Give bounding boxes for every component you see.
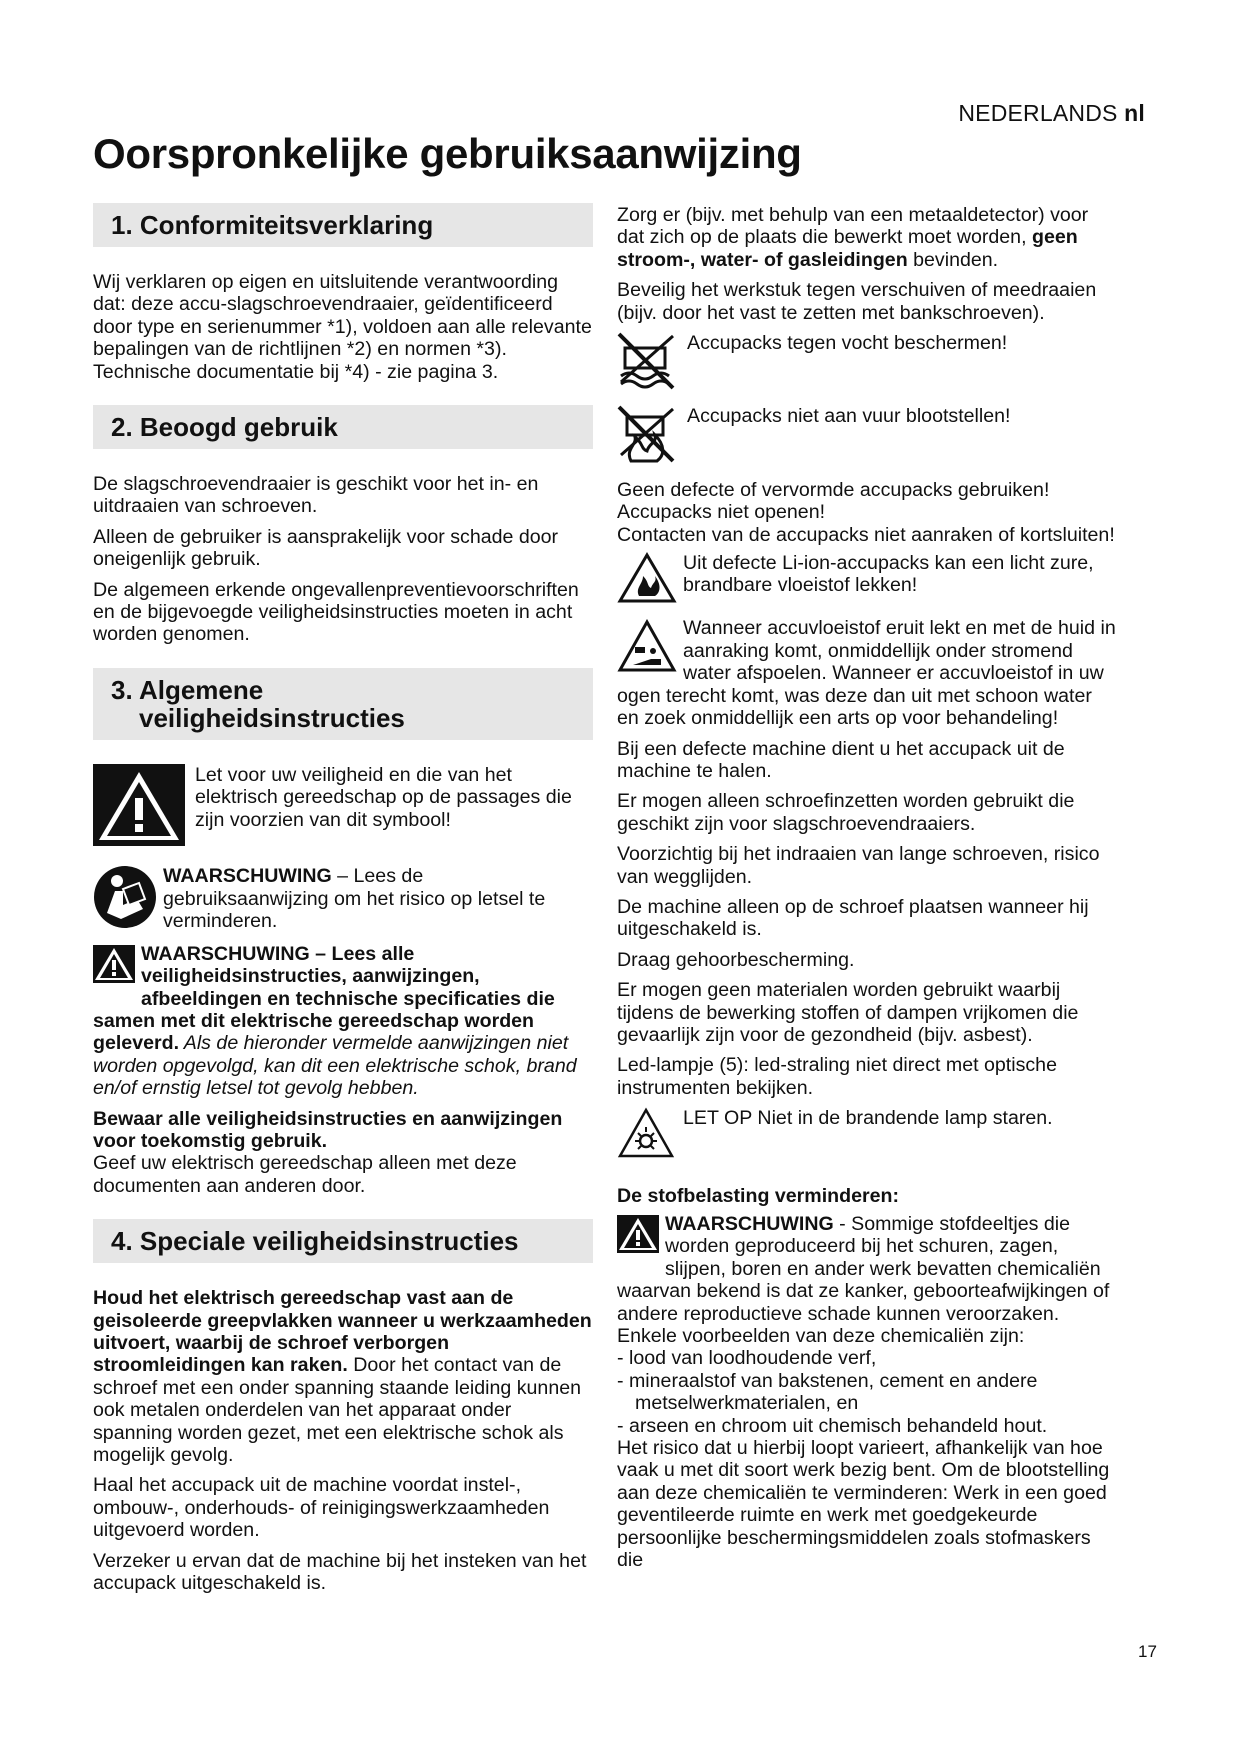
dust-warning-triangle-icon	[617, 1215, 659, 1258]
defect-line-1: Geen defecte of vervormde accupacks gebruiken!	[617, 478, 1050, 501]
detector-text: Zorg er (bijv. met behulp van een metaaldetector) voor dat zich op de plaats die bewerkt moet worden,	[617, 204, 1089, 249]
led-warning-icon	[617, 1107, 675, 1164]
corrosive-warning-icon	[617, 619, 677, 678]
detector-end: bevinden.	[907, 248, 999, 271]
pass-on-paragraph: Geef uw elektrisch gereedschap alleen met deze documenten aan anderen door.	[93, 1152, 517, 1197]
page-title: Oorspronkelijke gebruiksaanwijzing	[93, 130, 802, 177]
language-label	[958, 100, 1145, 127]
section-4-paragraph-1	[93, 1287, 593, 1466]
list-item: - arseen en chroom uit chemisch behandeld hout.	[617, 1414, 1048, 1437]
read-manual-icon	[93, 865, 157, 934]
led-paragraph: Led-lampje (5): led-straling niet direct met optische instrumenten bekijken.	[617, 1054, 1057, 1099]
read-manual-warning-label: WAARSCHUWING	[163, 865, 332, 888]
language-name: NEDERLANDS	[958, 100, 1118, 126]
hearing-paragraph: Draag gehoorbescherming.	[617, 948, 855, 971]
warning-triangle-small-icon	[93, 945, 135, 988]
general-warning-bold: WAARSCHUWING – Lees alle veiligheidsinstructies, aanwijzingen, afbeeldingen en technische specificaties die samen met dit elektrische gereedschap worden geleverd.	[93, 942, 555, 1055]
page-number: 17	[1138, 1642, 1157, 1661]
read-manual-warning-text: – Lees de gebruiksaanwijzing om het risico op letsel te verminderen.	[163, 865, 546, 933]
right-column	[617, 204, 1117, 1580]
section-2-paragraph-3: De algemeen erkende ongevallenpreventievoorschriften en de bijgevoegde veiligheidsinstructies moeten in acht worden genomen.	[93, 578, 579, 646]
general-warning-paragraph	[93, 943, 593, 1100]
moisture-note	[617, 332, 1117, 397]
left-column	[93, 203, 593, 1602]
read-manual-note	[93, 865, 593, 934]
defect-lines	[617, 479, 1117, 546]
read-manual-text	[163, 865, 593, 932]
section-2-paragraph-1: De slagschroevendraaier is geschikt voor het in- en uitdraaien van schroeven.	[93, 473, 539, 518]
list-item: - mineraalstof van bakstenen, cement en andere metselwerkmaterialen, en	[617, 1369, 1038, 1415]
defect-line-2: Accupacks niet openen!	[617, 501, 826, 524]
section-2-heading: 2. Beoogd gebruik	[93, 405, 593, 449]
section-4-paragraph-1-text: Door het contact van de schroef met een onder spanning staande leiding kunnen ook metalen onderdelen van het apparaat onder spanning worden gezet, met een elektrische schok als mogelijk gevolg.	[93, 1354, 582, 1466]
section-2-paragraph-2: Alleen de gebruiker is aansprakelijk voor schade door oneigenlijk gebruik.	[93, 525, 559, 571]
keep-instructions-paragraph	[93, 1108, 593, 1153]
section-3-heading-line-2: veiligheidsinstructies	[139, 702, 405, 733]
fire-text: Accupacks niet aan vuur blootstellen!	[687, 405, 1011, 428]
detector-bold: geen stroom-, water- of gasleidingen	[617, 226, 1078, 271]
materials-paragraph: Er mogen geen materialen worden gebruikt waarbij tijdens de bewerking stoffen of dampen vrijkomen die gevaarlijk zijn voor de gezondheid (bijv. asbest).	[617, 979, 1079, 1046]
detector-paragraph	[617, 204, 1117, 271]
place-machine-paragraph: De machine alleen op de schroef plaatsen wanneer hij uitgeschakeld is.	[617, 895, 1089, 941]
dust-warning-bold: WAARSCHUWING	[665, 1213, 834, 1235]
no-fire-icon	[617, 405, 681, 470]
moisture-text: Accupacks tegen vocht beschermen!	[687, 332, 1008, 355]
section-3-heading	[93, 668, 593, 740]
section-4-paragraph-1-bold: Houd het elektrisch gereedschap vast aan de geisoleerde greepvlakken wanneer u werkzaamheden uitvoert, waarbij de schroef verborgen stroomleidingen kan raken.	[93, 1287, 592, 1377]
language-code: nl	[1124, 100, 1145, 126]
lamp-text: LET OP Niet in de brandende lamp staren.	[683, 1107, 1053, 1130]
workpiece-paragraph: Beveilig het werkstuk tegen verschuiven of meedraaien (bijv. door het vast te zetten met bankschroeven).	[617, 279, 1097, 324]
long-screws-paragraph: Voorzichtig bij het indraaien van lange schroeven, risico van wegglijden.	[617, 843, 1100, 888]
dust-warning-paragraph	[617, 1213, 1117, 1347]
warning-symbol-text: Let voor uw veiligheid en die van het elektrisch gereedschap op de passages die zijn voorzien van dit symbool!	[195, 763, 572, 831]
flammable-warning-icon	[617, 552, 677, 609]
warning-symbol-note	[93, 764, 593, 851]
section-4-paragraph-2: Haal het accupack uit de machine voordat instel-, ombouw-, onderhouds- of reinigingswerkzaamheden uitgevoerd worden.	[93, 1474, 550, 1542]
lamp-note	[617, 1107, 1117, 1164]
dust-heading: De stofbelasting verminderen:	[617, 1184, 899, 1207]
list-item: - lood van loodhoudende verf,	[617, 1347, 877, 1370]
fire-note	[617, 405, 1117, 470]
dust-end-paragraph: Het risico dat u hierbij loopt varieert, afhankelijk van hoe vaak u met dit soort werk bezig bent. Om de blootstelling aan deze chemicaliën te verminderen: Werk in een goed geventileerde ruimte en werk met goedgekeurde persoonlijke beschermingsmiddelen zoals stofmaskers die	[617, 1437, 1110, 1572]
bits-paragraph: Er mogen alleen schroefinzetten worden gebruikt die geschikt zijn voor slagschroevendraaiers.	[617, 790, 1075, 835]
general-warning-italic: Als de hieronder vermelde aanwijzingen niet worden opgevolgd, kan dit een elektrische schok, brand en/of ernstig letsel tot gevolg hebben.	[93, 1032, 577, 1100]
flammable-liquid-note	[617, 552, 1117, 609]
defect-line-3: Contacten van de accupacks niet aanraken of kortsluiten!	[617, 523, 1115, 546]
keep-instructions-bold: Bewaar alle veiligheidsinstructies en aanwijzingen voor toekomstig gebruik.	[93, 1107, 563, 1152]
chemicals-list	[617, 1347, 1117, 1437]
skin-contact-text: Wanneer accuvloeistof eruit lekt en met de huid in aanraking komt, onmiddellijk onder stromend water afspoelen. Wanneer er accuvloeistof in uw ogen terecht komt, was deze dan uit met schoon water en zoek onmiddellijk een arts op voor behandeling!	[617, 617, 1116, 730]
section-1-heading: 1. Conformiteitsverklaring	[93, 203, 593, 247]
section-4-paragraph-3: Verzeker u ervan dat de machine bij het insteken van het accupack uitgeschakeld is.	[93, 1549, 587, 1595]
skin-contact-paragraph	[617, 617, 1117, 729]
warning-triangle-icon	[93, 764, 185, 851]
no-moisture-icon	[617, 332, 681, 397]
section-4-heading: 4. Speciale veiligheidsinstructies	[93, 1219, 593, 1263]
section-1-paragraph: Wij verklaren op eigen en uitsluitende verantwoording dat: deze accu-slagschroevendraaier, geïdentificeerd door type en serienummer *1), voldoen aan alle relevante bepalingen van de richtlijnen *2) en normen *3). Technische documentatie bij *4) - zie pagina 3.	[93, 271, 592, 383]
dust-warning-text: - Sommige stofdeeltjes die worden geproduceerd bij het schuren, zagen, slijpen, boren en ander werk bevatten chemicaliën waarvan bekend is dat ze kanker, geboorteafwijkingen of andere reproductieve schade kunnen veroorzaken. Enkele voorbeelden van deze chemicaliën zijn:	[617, 1213, 1110, 1348]
section-3-heading-line-1: 3. Algemene	[111, 674, 264, 705]
defect-machine-paragraph: Bij een defecte machine dient u het accupack uit de machine te halen.	[617, 737, 1065, 782]
flammable-liquid-text: Uit defecte Li-ion-accupacks kan een licht zure, brandbare vloeistof lekken!	[683, 552, 1094, 597]
